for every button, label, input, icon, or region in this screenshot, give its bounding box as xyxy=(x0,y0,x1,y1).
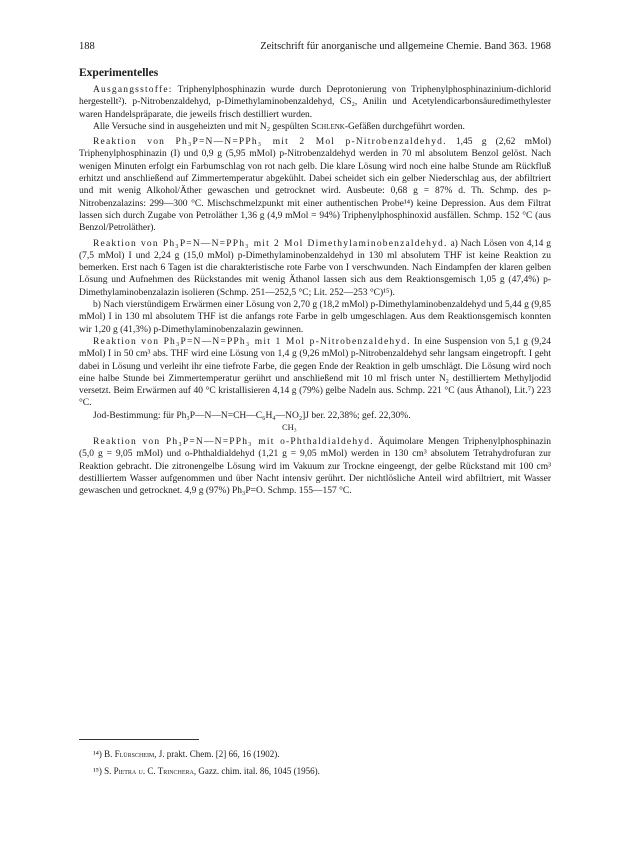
section-title: Experimentelles xyxy=(79,67,159,79)
paragraph-starting-materials xyxy=(79,84,551,121)
paragraph-lead: Reaktion von Ph₃P=N—N=PPh₃ mit o-Phthaldialdehyd. xyxy=(93,437,374,448)
paragraph-reaction-dimethylamino xyxy=(79,238,551,299)
paragraph-reaction-phthaldialdehyde xyxy=(79,436,551,497)
paragraph-reaction-nitro-2mol xyxy=(79,136,551,234)
footnote-mark: ¹⁴) xyxy=(93,749,102,759)
footnotes xyxy=(93,748,551,782)
paragraph-text: 1,45 g (2,62 mMol) Triphenylphosphinazin (I) und 0,9 g (5,95 mMol) p-Nitrobenzaldehyd werden in 70 ml absolutem Benzol gelöst. Nach wenigen Minuten erfolgt ein Farbumschlag von rot nach gelb. Die klare Lösung wird noch eine halbe Stunde am Rückfluß erhitzt und anschließend auf Zimmertemperatur abgekühlt. Dabei scheidet sich ein gelber Niederschlag aus, der abfiltriert und mit wenig Alkohol/Äther gewaschen und getrocknet wird. Ausbeute: 0,68 g = 87% d. Th. Schmp. des p-Nitrobenzalazins: 299—300 °C. Mischschmelzpunkt mit einer authentischen Probe¹⁴) keine Depression. Aus dem Filtrat lassen sich durch Zugabe von Petroläther 1,36 g (4,9 mMol = 94%) Triphenylphosphinoxid ausfällen. Schmp. 152 °C (aus Benzol/Petroläther). xyxy=(79,137,551,234)
footnote-text: , J. prakt. Chem. [2] 66, 16 (1902). xyxy=(154,749,280,759)
paragraph-text: In eine Suspension von 5,1 g (9,24 mMol) I in 50 cm³ abs. THF wird eine Lösung von 1,4 g (9,26 mMol) p-Nitrobenzaldehyd sehr langsam eingetropft. I geht dabei in Lösung und verleiht ihr eine tiefrote Farbe, die gegen Ende der Reaktion in gelb umschlägt. Die Lösung wird noch eine halbe Stunde bei Zimmertemperatur gerührt und anschließend mit 10 ml frisch unter N₂ destilliertem Methyljodid versetzt. Beim Erwärmen auf 40 °C kristallisieren 4,14 g (79%) gelbe Nadeln aus. Schmp. 221 °C (aus Äthanol), Lit.⁷) 223 °C. xyxy=(79,336,552,409)
footnote xyxy=(93,748,551,761)
footnote-text: , Gazz. chim. ital. 86, 1045 (1956). xyxy=(193,766,320,776)
article-body xyxy=(79,84,551,498)
footnote-mark: ¹⁵) xyxy=(93,766,102,776)
methyl-substituent: CH₃ xyxy=(282,422,297,433)
paragraph-lead: Reaktion von Ph₃P=N—N=PPh₃ mit 1 Mol p-Nitrobenzaldehyd. xyxy=(93,336,411,347)
footnote-divider xyxy=(79,739,199,740)
paragraph-lead: Reaktion von Ph₃P=N—N=PPh₃ mit 2 Mol p-Nitrobenzaldehyd. xyxy=(93,137,447,148)
footnote-author: S. Pietra u. C. Trinchera xyxy=(104,766,194,776)
running-header xyxy=(79,40,551,53)
paragraph-lead: Ausgangsstoffe: xyxy=(93,85,173,95)
paragraph-text: b) Nach vierstündigem Erwärmen einer Lösung von 2,70 g (18,2 mMol) p-Dimethylaminobenzaldehyd und 5,44 g (9,85 mMol) I in 130 ml absolutem THF ist die anfangs rote Farbe in gelb umgeschlagen. Aus dem Reaktionsgemisch konnten wir 1,20 g (41,3%) p-Dimethylaminobenzalazin gewinnen. xyxy=(79,300,551,335)
page-number: 188 xyxy=(79,41,95,52)
paragraph-text: Äquimolare Mengen Triphenylphosphinazin (5,0 g = 9,05 mMol) und o-Phthaldialdehyd (1,21 g = 9,05 mMol) werden in 130 cm³ absolutem Tetrahydrofuran zur Reaktion gebracht. Die zitronengelbe Lösung wird im Vakuum zur Trockne eingeengt, der gelbe Rückstand mit 100 cm³ destilliertem Wasser aufgenommen und über Nacht intensiv gerührt. Der nichtlösliche Anteil wird abfiltriert, mit Wasser gewaschen und getrocknet. 4,9 g (97%) Ph₃P=O. Schmp. 155—157 °C. xyxy=(79,437,551,497)
journal-title: Zeitschrift für anorganische und allgemeine Chemie. Band 363. 1968 xyxy=(260,41,551,52)
paragraph-reaction-nitro-1mol xyxy=(79,336,551,410)
paragraph-variant-b xyxy=(79,299,551,336)
paragraph-text: Triphenylphosphinazin wurde durch Deprotonierung von Triphenylphosphinazinium-dichlorid hergestellt²). p-Nitrobenzaldehyd, p-Dimethylaminobenzaldehyd, CS₂, Anilin und Acetylendicarbonsäuredimethylester waren Handelspräparate, die jeweils frisch destilliert wurden. xyxy=(79,85,551,120)
paragraph-lead: Reaktion von Ph₃P=N—N=PPh₃ mit 2 Mol Dimethylaminobenzaldehyd. xyxy=(93,238,448,249)
footnote xyxy=(93,765,551,778)
iodine-determination: Jod-Bestimmung: für Ph₃P—N—N=CH—C₆H₄—NO₂]J ber. 22,38%; gef. 22,30%. xyxy=(93,410,411,421)
paragraph-text: Alle Versuche sind in ausgeheizten und mit N₂ gespülten xyxy=(93,121,312,132)
schlenk-name: Schlenk xyxy=(311,121,345,132)
paragraph-text: a) Nach Lösen von 4,14 g (7,5 mMol) I und 2,24 g (15,0 mMol) p-Dimethylaminobenzaldehyd in 130 ml absolutem THF ist keine Reaktion zu bemerken. Erst nach 6 Tagen ist die charakteristische rote Farbe von I verschwunden. Nach Eindampfen der klaren gelben Lösung und Aufnehmen des Rückstandes mit wenig Äthanol lassen sich aus dem Reaktionsgemisch 1,05 g (47,4%) p-Dimethylaminobenzalazin isolieren (Schmp. 251—252,5 °C; Lit. 252—253 °C)¹⁵). xyxy=(79,238,551,298)
footnote-author: B. Flürscheim xyxy=(104,749,155,759)
paragraph-conditions xyxy=(79,121,551,133)
paragraph-text-2: -Gefäßen durchgeführt worden. xyxy=(344,121,465,132)
